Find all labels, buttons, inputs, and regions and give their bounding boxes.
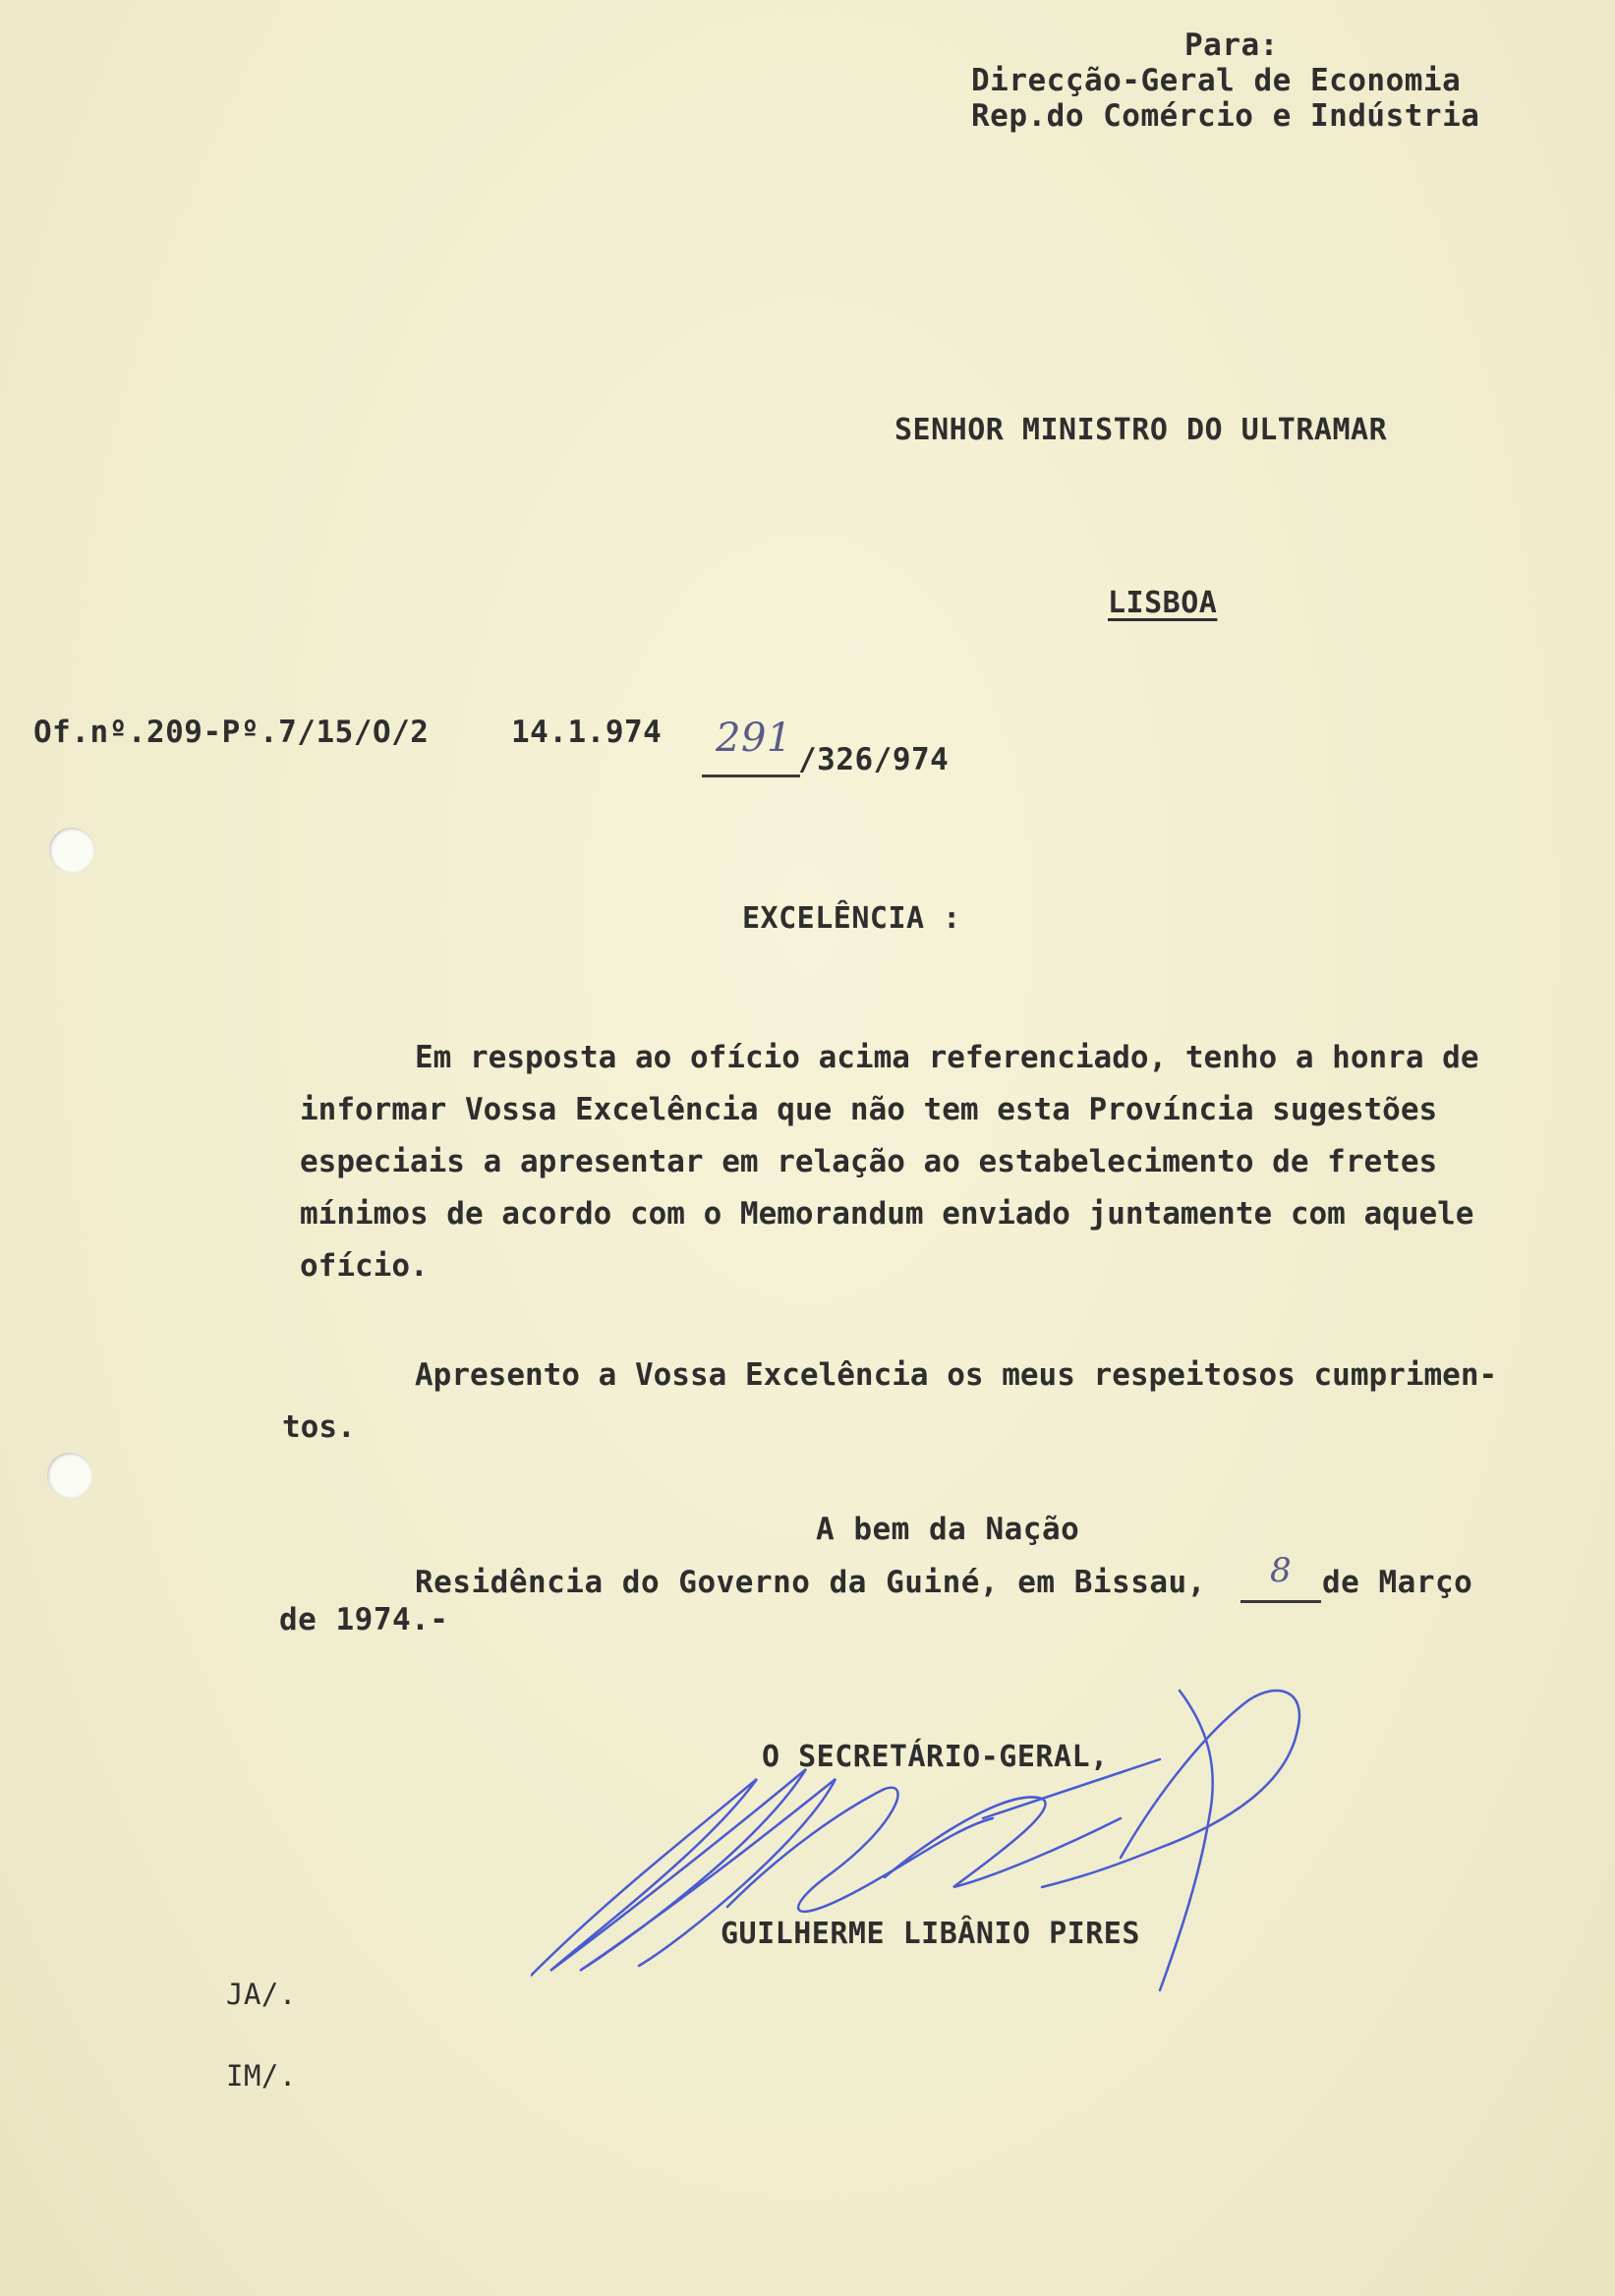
body-p1-line-5: ofício. (300, 1248, 429, 1284)
body-p1-line-1: Em resposta ao ofício acima referenciado, tenho a honra de (415, 1040, 1479, 1075)
signature-scribble (531, 1651, 1317, 2005)
punch-hole-bottom (47, 1453, 92, 1498)
initials-2: IM/. (226, 2059, 297, 2093)
punch-hole-top (49, 828, 94, 873)
reference-date: 14.1.974 (511, 715, 663, 750)
salutation: EXCELÊNCIA : (742, 901, 961, 936)
body-p1-line-4: mínimos de acordo com o Memorandum enviado juntamente com aquele (300, 1196, 1474, 1232)
closing-day: 8 (1270, 1551, 1293, 1590)
closing-month: de Março (1322, 1565, 1473, 1600)
para-line-1: Direcção-Geral de Economia (971, 63, 1462, 98)
recipient-city: LISBOA (1108, 586, 1218, 620)
closing-motto: A bem da Nação (816, 1512, 1080, 1547)
recipient-title: SENHOR MINISTRO DO ULTRAMAR (894, 413, 1388, 447)
body-p2-line-1: Apresento a Vossa Excelência os meus respeitosos cumprimen- (415, 1357, 1498, 1393)
closing-year: de 1974.- (279, 1602, 449, 1637)
signatory-name: GUILHERME LIBÂNIO PIRES (721, 1917, 1140, 1951)
body-p1-line-2: informar Vossa Excelência que não tem esta Província sugestões (300, 1092, 1438, 1127)
handwritten-number-underline (702, 775, 800, 777)
signatory-role: O SECRETÁRIO-GERAL, (762, 1740, 1109, 1774)
body-p1-line-3: especiais a apresentar em relação ao estabelecimento de fretes (300, 1144, 1438, 1179)
office-reference: Of.nº.209-Pº.7/15/O/2 (33, 715, 430, 750)
closing-day-underline (1240, 1600, 1321, 1603)
para-label: Para: (1184, 28, 1279, 63)
para-line-2: Rep.do Comércio e Indústria (971, 98, 1480, 134)
body-p2-line-2: tos. (282, 1409, 356, 1445)
initials-1: JA/. (226, 1978, 297, 2011)
handwritten-number: 291 (716, 716, 792, 761)
file-reference: /326/974 (798, 742, 950, 777)
closing-place: Residência do Governo da Guiné, em Bissau, (415, 1565, 1206, 1600)
